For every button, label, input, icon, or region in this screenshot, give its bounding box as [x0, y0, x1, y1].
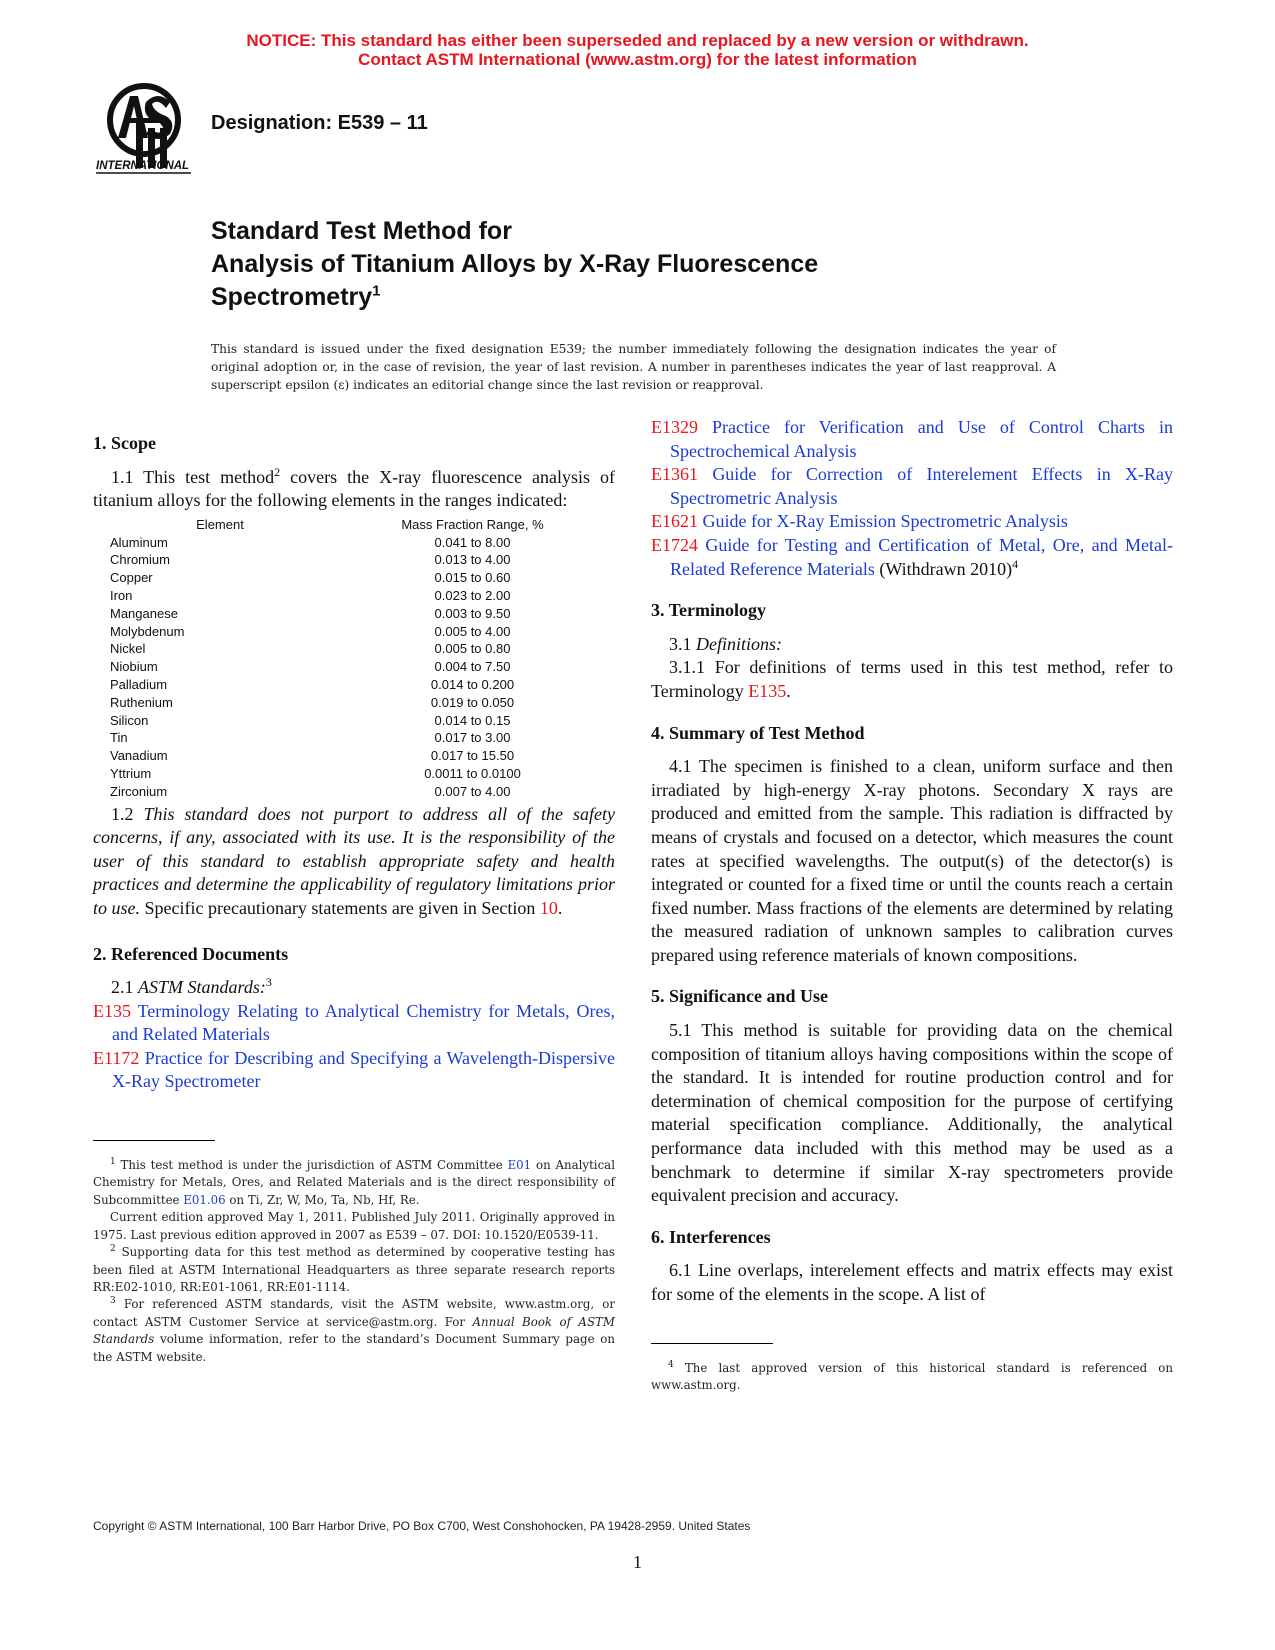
- terminology-3-1-num: 3.1: [669, 633, 692, 654]
- referenced-heading: 2. Referenced Documents: [93, 943, 289, 964]
- reference-item: [651, 534, 1173, 581]
- significance-5-1: 5.1 This method is suitable for providing data on the chemical composition of titanium alloys having compositions within the scope of the standard. It is intended for routine production control and for determination of chemical composition for the purpose of certifying material specification compliance. Additionally, the analytical performance data included with this method may be used as a benchmark to determine if similar X-ray spectrometers provide equivalent precision and accuracy.: [651, 1020, 1173, 1206]
- element-cell: Yttrium: [110, 765, 152, 781]
- scope-1-2-end: .: [557, 897, 563, 918]
- interferences-heading: 6. Interferences: [651, 1226, 771, 1247]
- element-cell: Molybdenum: [110, 623, 185, 639]
- reference-title-link[interactable]: Terminology Relating to Analytical Chemistry for Metals, Ores, and Related Materials: [112, 1000, 615, 1045]
- table-row: [110, 712, 615, 730]
- range-cell: 0.014 to 0.15: [434, 712, 511, 728]
- logo-text: INTERNATIONAL: [96, 160, 190, 172]
- range-cell: 0.019 to 0.050: [430, 694, 515, 710]
- footnote-1-mark: 1: [110, 1157, 116, 1168]
- footnote-1-c: on Ti, Zr, W, Mo, Ta, Nb, Hf, Re.: [225, 1192, 420, 1207]
- table-row: [110, 694, 615, 712]
- interferences-6-1: 6.1 Line overlaps, interelement effects and matrix effects may exist for some of the elements in the scope. A list of: [651, 1260, 1173, 1304]
- astm-logo: [96, 82, 202, 178]
- scope-1-2-num: 1.2: [111, 803, 134, 824]
- element-cell: Zirconium: [110, 783, 168, 799]
- footnote-3-a: For referenced ASTM standards, visit the ASTM website, www.astm.org, or contact ASTM Customer Service at service@astm.org. For: [93, 1297, 615, 1329]
- footnote-2-text: Supporting data for this test method as determined by cooperative testing has been filed at ASTM International Headquarters as three separate research reports RR:E02-1010, RR:E01-1061, RR:E01-1114.: [93, 1245, 615, 1294]
- section-10-link[interactable]: 10: [539, 897, 558, 918]
- page-number: 1: [633, 1552, 642, 1572]
- terminology-3-1-1-end: .: [786, 680, 791, 701]
- table-row: [110, 747, 615, 765]
- table-row: [110, 587, 615, 605]
- terminology-3-1-1: [651, 656, 1173, 703]
- table-row: [110, 765, 615, 783]
- terminology-3-1-1-text: 3.1.1 For definitions of terms used in this test method, refer to Terminology: [651, 657, 1173, 701]
- reference-note: (Withdrawn 2010): [874, 558, 1013, 579]
- element-cell: Silicon: [110, 712, 149, 728]
- footnote-3-mark-bottom: 3: [110, 1296, 116, 1307]
- footnote-4-mark: 4: [1012, 556, 1019, 571]
- range-cell: 0.007 to 4.00: [434, 783, 511, 799]
- summary-4-1: 4.1 The specimen is finished to a clean, uniform surface and then irradiated by high-energy X-ray photons. Secondary X rays are produced and emitted from the sample. This radiation is diffracted by means of crystals and focused on a detector, which measures the count rates at specified wavelengths. The output(s) of the detector(s) is integrated or counted for a fixed time or until the counts reach a certain fixed number. Mass fractions of the elements are determined by relating the measured radiation of unknown samples to calibration curves prepared using reference materials of known compositions.: [651, 756, 1173, 965]
- reference-code-link[interactable]: E1172: [93, 1047, 140, 1068]
- reference-title-link[interactable]: Guide for X-Ray Emission Spectrometric Analysis: [702, 511, 1068, 532]
- supersede-notice: [0, 31, 1275, 69]
- element-range-table: [110, 516, 615, 801]
- reference-title-link[interactable]: Guide for Testing and Certification of Metal, Ore, and Metal-Related Reference Materials: [670, 534, 1173, 579]
- right-column: [651, 416, 1173, 1394]
- scope-1-1: [93, 466, 615, 513]
- footnote-4: [651, 1360, 1173, 1395]
- footnotes-left: [93, 1157, 615, 1366]
- reference-code-link[interactable]: E1361: [651, 464, 698, 485]
- footnote-rule: [93, 1140, 215, 1141]
- table-row: [110, 623, 615, 641]
- referenced-2-1-num: 2.1: [111, 977, 134, 998]
- table-row: [110, 551, 615, 569]
- reference-item: [651, 463, 1173, 510]
- committee-e01-link[interactable]: E01: [507, 1158, 532, 1173]
- table-header-element: Element: [196, 516, 244, 532]
- significance-heading: 5. Significance and Use: [651, 986, 829, 1007]
- scope-1-1-rest: covers the X-ray fluorescence analysis of titanium alloys for the following elements in the ranges indicated:: [93, 466, 615, 511]
- issued-note: This standard is issued under the fixed designation E539; the number immediately following the designation indicates the year of original adoption or, in the case of revision, the year of last revision. A number in parentheses indicates the year of last reapproval. A superscript epsilon (ε) indicates an editorial change since the last revision or reapproval.: [211, 342, 1056, 392]
- footnote-4-text: The last approved version of this historical standard is referenced on www.astm.org.: [651, 1360, 1173, 1392]
- range-cell: 0.014 to 0.200: [430, 676, 515, 692]
- range-cell: 0.003 to 9.50: [434, 605, 511, 621]
- footnote-3: [93, 1296, 615, 1366]
- range-cell: 0.017 to 15.50: [430, 748, 515, 764]
- terminology-heading: 3. Terminology: [651, 600, 767, 621]
- element-cell: Niobium: [110, 659, 158, 675]
- footnote-1: [93, 1157, 615, 1209]
- range-cell: 0.005 to 0.80: [434, 641, 511, 657]
- table-row: [110, 676, 615, 694]
- footnotes-right: [651, 1360, 1173, 1395]
- referenced-2-1: [93, 976, 615, 1000]
- notice-line-1: NOTICE: This standard has either been superseded and replaced by a new version or withdrawn.: [246, 31, 1029, 50]
- scope-heading: 1. Scope: [93, 433, 156, 453]
- title-line-3: [211, 281, 818, 314]
- footnote-rule-right: [651, 1343, 773, 1344]
- scope-1-2: [93, 803, 615, 921]
- element-cell: Chromium: [110, 552, 170, 568]
- terminology-3-1: [651, 633, 1173, 657]
- notice-line-2: Contact ASTM International (www.astm.org) for the latest information: [358, 50, 917, 69]
- table-row: [110, 729, 615, 747]
- footnote-1-b: on Analytical Chemistry for Metals, Ores, and Related Materials and is the direct responsibility of Subcommittee: [93, 1158, 615, 1207]
- footnote-1-a: This test method is under the jurisdiction of ASTM Committee: [115, 1158, 508, 1173]
- document-title: [211, 215, 818, 314]
- table-row: [110, 569, 615, 587]
- element-cell: Copper: [110, 570, 153, 586]
- footnote-3-italic: Annual Book of ASTM Standards: [93, 1314, 615, 1347]
- range-cell: 0.0011 to 0.0100: [424, 765, 521, 781]
- footnote-2: [93, 1244, 615, 1296]
- left-column: [93, 432, 615, 1366]
- reference-item: [93, 1047, 615, 1094]
- terminology-3-1-italic: Definitions:: [696, 633, 782, 654]
- element-cell: Ruthenium: [110, 694, 173, 710]
- range-cell: 0.013 to 4.00: [434, 552, 511, 568]
- table-row: [110, 658, 615, 676]
- title-line-2: Analysis of Titanium Alloys by X-Ray Fluorescence: [211, 250, 819, 278]
- element-cell: Vanadium: [110, 748, 168, 764]
- reference-item: [93, 1000, 615, 1047]
- range-cell: 0.005 to 4.00: [434, 623, 511, 639]
- copyright: Copyright © ASTM International, 100 Barr Harbor Drive, PO Box C700, West Conshohocken, PA 19428-2959. United States: [93, 1519, 751, 1533]
- footnote-3-mark: 3: [265, 975, 272, 990]
- scope-1-2-rest: Specific precautionary statements are given in Section: [140, 897, 540, 918]
- title-line-3-text: Spectrometry: [211, 283, 373, 311]
- subcommittee-e01-06-link[interactable]: E01.06: [183, 1192, 226, 1207]
- element-cell: Manganese: [110, 605, 178, 621]
- reference-item: [651, 416, 1173, 463]
- reference-code-link[interactable]: E1621: [651, 511, 698, 532]
- scope-1-2-italic: This standard does not purport to address all of the safety concerns, if any, associated with its use. It is the responsibility of the user of this standard to establish appropriate safety and health practices and determine the applicability of regulatory limitations prior to use.: [93, 803, 615, 918]
- reference-code-link[interactable]: E135: [93, 1000, 131, 1021]
- title-line-1: Standard Test Method for: [211, 217, 512, 245]
- element-cell: Iron: [110, 587, 133, 603]
- reference-item: [651, 510, 1173, 534]
- table-row: [110, 605, 615, 623]
- reference-title-link[interactable]: Practice for Describing and Specifying a Wavelength-Dispersive X-Ray Spectrometer: [112, 1047, 615, 1092]
- table-row: [110, 534, 615, 552]
- range-cell: 0.004 to 7.50: [434, 659, 511, 675]
- range-cell: 0.041 to 8.00: [434, 534, 511, 550]
- footnote-2-mark: 2: [274, 464, 281, 479]
- footnote-1-edition: Current edition approved May 1, 2011. Published July 2011. Originally approved in 1975. Last previous edition approved in 2007 as E539 – 07. DOI: 10.1520/E0539-11.: [93, 1210, 615, 1242]
- footnote-3-b: volume information, refer to the standard’s Document Summary page on the ASTM website.: [93, 1332, 615, 1364]
- element-cell: Nickel: [110, 641, 146, 657]
- range-cell: 0.015 to 0.60: [434, 570, 511, 586]
- astm-logo-icon: [96, 82, 202, 178]
- reference-title-link[interactable]: Guide for Correction of Interelement Effects in X-Ray Spectrometric Analysis: [670, 464, 1173, 508]
- range-cell: 0.017 to 3.00: [434, 730, 511, 746]
- table-row: [110, 640, 615, 658]
- summary-heading: 4. Summary of Test Method: [651, 722, 865, 743]
- footnote-4-mark-bottom: 4: [668, 1359, 674, 1370]
- referenced-2-1-italic: ASTM Standards:: [138, 977, 266, 998]
- title-footnote-mark: 1: [372, 282, 381, 300]
- reference-title-link[interactable]: Practice for Verification and Use of Control Charts in Spectrochemical Analysis: [670, 417, 1173, 461]
- designation: Designation: E539 – 11: [211, 112, 428, 134]
- element-cell: Aluminum: [110, 534, 168, 550]
- e135-link[interactable]: E135: [748, 680, 787, 701]
- element-cell: Palladium: [110, 676, 168, 692]
- reference-code-link[interactable]: E1724: [651, 534, 698, 555]
- element-cell: Tin: [110, 730, 128, 746]
- footnote-2-mark-bottom: 2: [110, 1244, 116, 1255]
- reference-code-link[interactable]: E1329: [651, 417, 698, 437]
- table-header-range: Mass Fraction Range, %: [401, 516, 544, 532]
- range-cell: 0.023 to 2.00: [434, 587, 511, 603]
- table-row: [110, 783, 615, 801]
- scope-1-1-text: 1.1 This test method: [111, 466, 275, 487]
